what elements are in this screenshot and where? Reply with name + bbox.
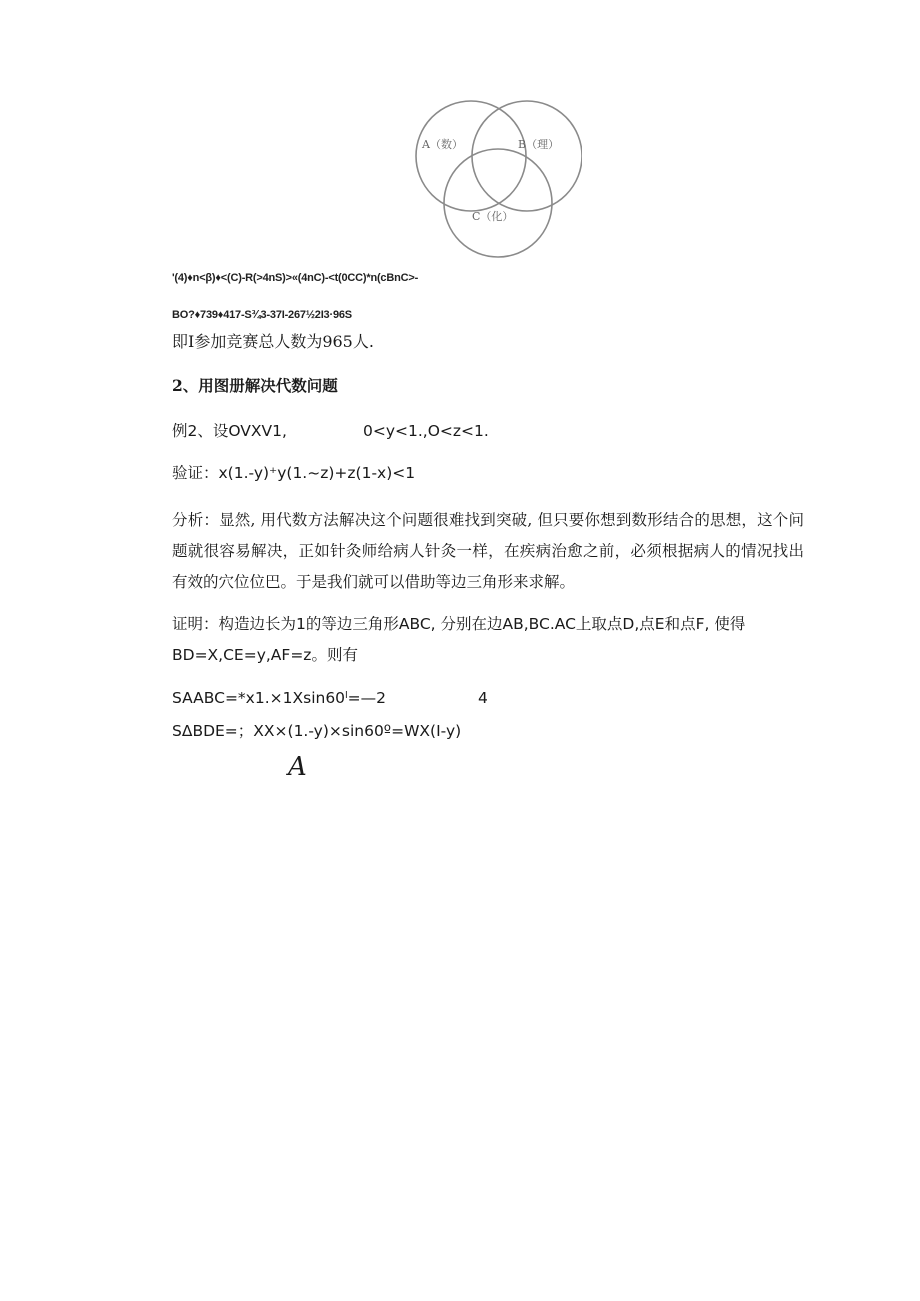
stray-italic-letter: A: [288, 752, 307, 782]
proof-line-1: 证明：构造边长为1的等边三角形ABC, 分别在边AB,BC.AC上取点D,点E和点F, 使得: [172, 615, 746, 633]
formula-area-abc-fraction: 4: [478, 689, 488, 707]
circle-b: [472, 101, 582, 211]
venn-label-a: A（数）: [422, 138, 463, 151]
venn-diagram: [410, 100, 582, 258]
formula-area-abc: SAABC=*x1.×1Xsin60ˡ=—2: [172, 689, 386, 707]
garbled-formula-line-2: BO?♦739♦417-S¾3-37I-267½2I3·96S: [172, 309, 352, 321]
analysis-paragraph: 分析：显然, 用代数方法解决这个问题很难找到突破, 但只要你想到数形结合的思想，这个问题就很容易解决，正如针灸师给病人针灸一样，在疾病治愈之前，必须根据病人的情况找出有效的穴位位巴。于是我们就可以借助等边三角形来求解。: [172, 511, 804, 591]
venn-label-b: B（理）: [518, 138, 560, 151]
example-condition: 0<y<1.,O<z<1.: [363, 422, 489, 440]
formula-area-bde: SΔBDE=；XX×(1.-y)×sin60º=WX(I-y): [172, 722, 462, 740]
section-heading: 2、用图册解决代数问题: [172, 376, 338, 395]
verify-statement: 验证：x(1.-y)⁺y(1.~z)+z(1-x)<1: [172, 464, 416, 482]
proof-line-2: BD=X,CE=y,AF=z。则有: [172, 646, 358, 664]
venn-label-c: C（化）: [472, 210, 514, 223]
result-sentence: 即I参加竞赛总人数为965人.: [172, 332, 374, 351]
example-prefix: 例2、设OVXV1,: [172, 422, 287, 440]
garbled-formula-line-1: '(4)♦n<β)♦<(C)-R(>4nS)>«(4nC)-<t(0CC)*n(cBnC>-: [172, 272, 419, 284]
